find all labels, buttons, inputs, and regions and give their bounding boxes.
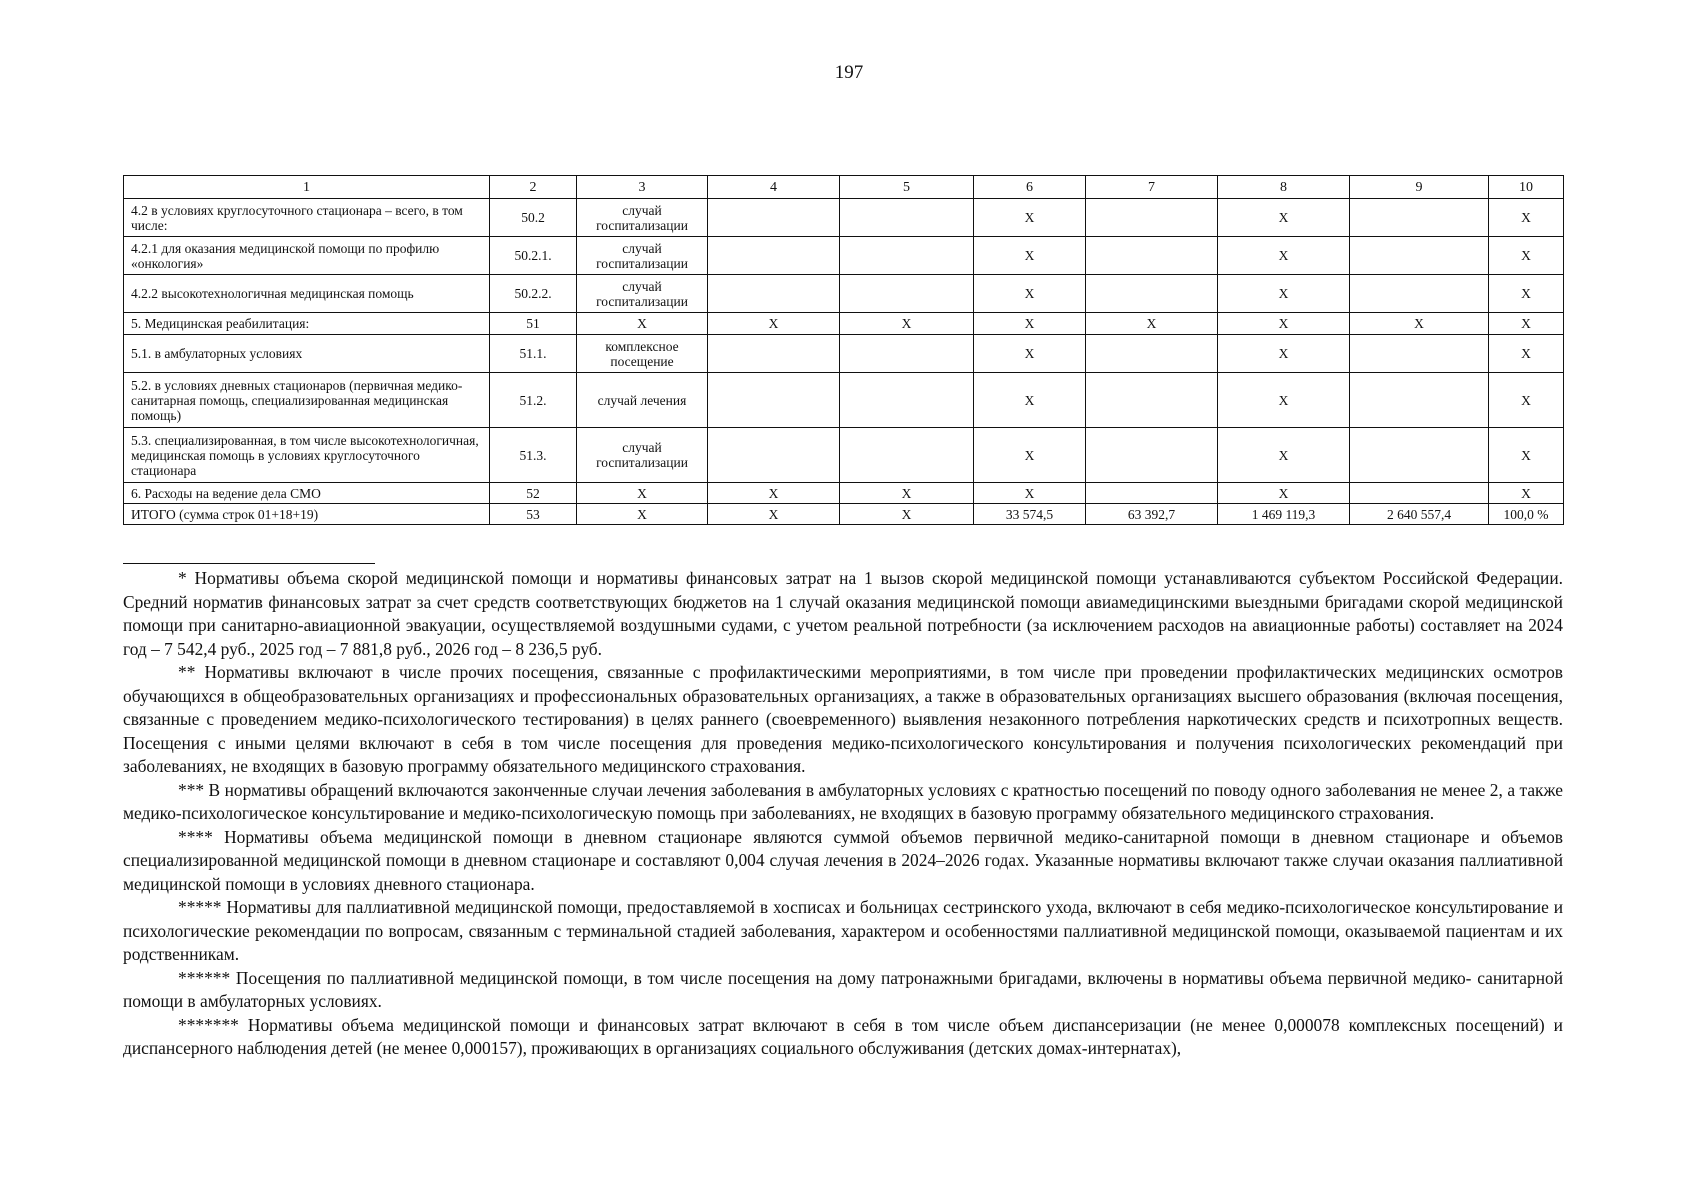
table-cell — [1086, 373, 1218, 428]
table-cell — [840, 237, 974, 275]
table-cell: Х — [974, 313, 1086, 335]
table-cell: Х — [974, 237, 1086, 275]
table-cell — [708, 275, 840, 313]
footnote-separator — [123, 563, 375, 564]
table-cell: 51.3. — [490, 428, 577, 483]
table-row — [124, 483, 1564, 504]
table-cell: Х — [974, 199, 1086, 237]
footnote-paragraph: ******* Нормативы объема медицинской помощи и финансовых затрат включают в себя в том числе объем диспансеризации (не менее 0,000078 комплексных посещений) и диспансерного наблюдения детей (не менее 0,000157), проживающих в организациях социального обслуживания (детских домах-интернатах), — [123, 1014, 1563, 1058]
table-cell — [1350, 483, 1489, 504]
table-cell: 52 — [490, 483, 577, 504]
table-cell — [1350, 373, 1489, 428]
table-cell: 1 469 119,3 — [1218, 504, 1350, 525]
footnotes — [123, 567, 1563, 1061]
column-number-header: 10 — [1489, 176, 1564, 199]
table-cell: 51 — [490, 313, 577, 335]
table-cell — [708, 335, 840, 373]
table-cell: Х — [1489, 199, 1564, 237]
table-cell: Х — [1489, 428, 1564, 483]
column-number-header: 5 — [840, 176, 974, 199]
table-cell: 33 574,5 — [974, 504, 1086, 525]
table-cell: Х — [1218, 275, 1350, 313]
table-cell: Х — [1218, 199, 1350, 237]
table-cell: 50.2.1. — [490, 237, 577, 275]
table-cell: Х — [1218, 313, 1350, 335]
row-label-cell: 5.1. в амбулаторных условиях — [124, 335, 490, 373]
table-cell — [708, 199, 840, 237]
table-cell: случай госпитализации — [577, 275, 708, 313]
table-cell: Х — [1218, 373, 1350, 428]
column-number-header: 2 — [490, 176, 577, 199]
table-cell — [1086, 428, 1218, 483]
table-cell: Х — [974, 483, 1086, 504]
table-cell: Х — [1086, 313, 1218, 335]
table-cell: 50.2 — [490, 199, 577, 237]
column-number-header: 1 — [124, 176, 490, 199]
row-label-cell: 4.2 в условиях круглосуточного стационара – всего, в том числе: — [124, 199, 490, 237]
table-cell — [1350, 275, 1489, 313]
table-cell: Х — [1218, 335, 1350, 373]
table-cell — [1350, 199, 1489, 237]
table-cell — [1086, 237, 1218, 275]
table-cell — [840, 428, 974, 483]
table-cell: Х — [1489, 335, 1564, 373]
table-cell: 2 640 557,4 — [1350, 504, 1489, 525]
table-cell: 53 — [490, 504, 577, 525]
table-cell — [708, 237, 840, 275]
table-cell: Х — [974, 335, 1086, 373]
footnote-paragraph: ****** Посещения по паллиативной медицинской помощи, в том числе посещения на дому патронажными бригадами, включены в нормативы объема первичной медико- санитарной помощи в амбулаторных условиях. — [123, 967, 1563, 1011]
table-cell: Х — [577, 313, 708, 335]
row-label-cell: 6. Расходы на ведение дела СМО — [124, 483, 490, 504]
row-label-cell: 4.2.2 высокотехнологичная медицинская помощь — [124, 275, 490, 313]
column-number-header: 4 — [708, 176, 840, 199]
table-row — [124, 275, 1564, 313]
table-cell: Х — [577, 483, 708, 504]
table-cell — [840, 373, 974, 428]
table-cell: случай лечения — [577, 373, 708, 428]
table-cell — [840, 275, 974, 313]
table-cell — [1086, 275, 1218, 313]
table-row — [124, 504, 1564, 525]
table-cell — [1350, 237, 1489, 275]
table-cell: 63 392,7 — [1086, 504, 1218, 525]
table-cell: Х — [577, 504, 708, 525]
table-row — [124, 237, 1564, 275]
table-cell: Х — [1218, 483, 1350, 504]
table-row — [124, 313, 1564, 335]
table-cell: 50.2.2. — [490, 275, 577, 313]
row-label-cell: 5. Медицинская реабилитация: — [124, 313, 490, 335]
column-number-header: 7 — [1086, 176, 1218, 199]
table-cell: Х — [1350, 313, 1489, 335]
footnote-paragraph: ***** Нормативы для паллиативной медицинской помощи, предоставляемой в хосписах и больницах сестринского ухода, включают в себя медико-психологическое консультирование и психологические рекомендации по вопросам, связанным с терминальной стадией заболевания, характером и особенностями паллиативной медицинской помощи, оказываемой пациентам и их родственникам. — [123, 897, 1563, 964]
table-cell: 51.1. — [490, 335, 577, 373]
footnote-paragraph: ** Нормативы включают в числе прочих посещения, связанные с профилактическими мероприятиями, в том числе при проведении профилактических медицинских осмотров обучающихся в общеобразовательных организациях и профессиональных образовательных организациях, а также в образовательных организациях высшего образования (включая посещения, связанные с проведением медико-психологического тестирования) в целях раннего (своевременного) выявления незаконного потребления наркотических средств и психотропных веществ. Посещения с иными целями включают в себя в том числе посещения для проведения медико-психологического консультирования и получения психологических рекомендаций при заболеваниях, не входящих в базовую программу обязательного медицинского страхования. — [123, 662, 1563, 776]
table-cell: Х — [974, 428, 1086, 483]
table-row — [124, 335, 1564, 373]
table-cell: Х — [1218, 428, 1350, 483]
column-number-header: 9 — [1350, 176, 1489, 199]
table-header-row — [124, 176, 1564, 199]
table-cell: Х — [840, 483, 974, 504]
table-cell: Х — [974, 275, 1086, 313]
table-cell: Х — [708, 483, 840, 504]
table-cell — [840, 335, 974, 373]
row-label-cell: 4.2.1 для оказания медицинской помощи по профилю «онкология» — [124, 237, 490, 275]
page-number: 197 — [834, 62, 864, 83]
table-cell: 100,0 % — [1489, 504, 1564, 525]
table-cell: Х — [1489, 313, 1564, 335]
table-cell: Х — [974, 373, 1086, 428]
footnote-paragraph: *** В нормативы обращений включаются законченные случаи лечения заболевания в амбулаторных условиях с кратностью посещений по поводу одного заболевания не менее 2, а также медико-психологическое консультирование и медико-психологическую помощь при заболеваниях, не входящих в базовую программу обязательного медицинского страхования. — [123, 779, 1563, 823]
table-cell: Х — [840, 313, 974, 335]
table-cell: Х — [840, 504, 974, 525]
table-cell: случай госпитализации — [577, 237, 708, 275]
table-cell: Х — [1489, 483, 1564, 504]
table-cell — [708, 373, 840, 428]
footnote-paragraph: **** Нормативы объема медицинской помощи в дневном стационаре являются суммой объемов первичной медико-санитарной помощи в дневном стационаре и объемов специализированной медицинской помощи в дневном стационаре и составляют 0,004 случая лечения в 2024–2026 годах. Указанные нормативы включают также случаи оказания паллиативной медицинской помощи в условиях дневного стационара. — [123, 826, 1563, 894]
table-cell: Х — [1489, 237, 1564, 275]
table-row — [124, 428, 1564, 483]
row-label-cell: ИТОГО (сумма строк 01+18+19) — [124, 504, 490, 525]
row-label-cell: 5.2. в условиях дневных стационаров (первичная медико-санитарная помощь, специализированная медицинская помощь) — [124, 373, 490, 428]
table-cell: комплексное посещение — [577, 335, 708, 373]
column-number-header: 6 — [974, 176, 1086, 199]
table-cell — [1086, 483, 1218, 504]
data-table — [123, 175, 1564, 525]
table-cell: Х — [708, 313, 840, 335]
table-cell: Х — [1489, 373, 1564, 428]
table-row — [124, 199, 1564, 237]
column-number-header: 8 — [1218, 176, 1350, 199]
table-cell — [1350, 428, 1489, 483]
table-cell: Х — [1489, 275, 1564, 313]
table-cell: Х — [1218, 237, 1350, 275]
table-cell: случай госпитализации — [577, 428, 708, 483]
table-cell — [1086, 335, 1218, 373]
table-cell — [708, 428, 840, 483]
column-number-header: 3 — [577, 176, 708, 199]
table-row — [124, 373, 1564, 428]
table-cell: Х — [708, 504, 840, 525]
table-cell: случай госпитализации — [577, 199, 708, 237]
row-label-cell: 5.3. специализированная, в том числе высокотехнологичная, медицинская помощь в условиях круглосуточного стационара — [124, 428, 490, 483]
table-cell — [840, 199, 974, 237]
table-cell: 51.2. — [490, 373, 577, 428]
table-cell — [1086, 199, 1218, 237]
footnote-paragraph: * Нормативы объема скорой медицинской помощи и нормативы финансовых затрат на 1 вызов скорой медицинской помощи устанавливаются субъектом Российской Федерации. Средний норматив финансовых затрат за счет средств соответствующих бюджетов на 1 случай оказания медицинской помощи авиамедицинскими выездными бригадами скорой медицинской помощи при санитарно-авиационной эвакуации, осуществляемой воздушными судами, с учетом реальной потребности (за исключением расходов на авиационные работы) составляет на 2024 год – 7 542,4 руб., 2025 год – 7 881,8 руб., 2026 год – 8 236,5 руб. — [123, 568, 1563, 659]
table-cell — [1350, 335, 1489, 373]
